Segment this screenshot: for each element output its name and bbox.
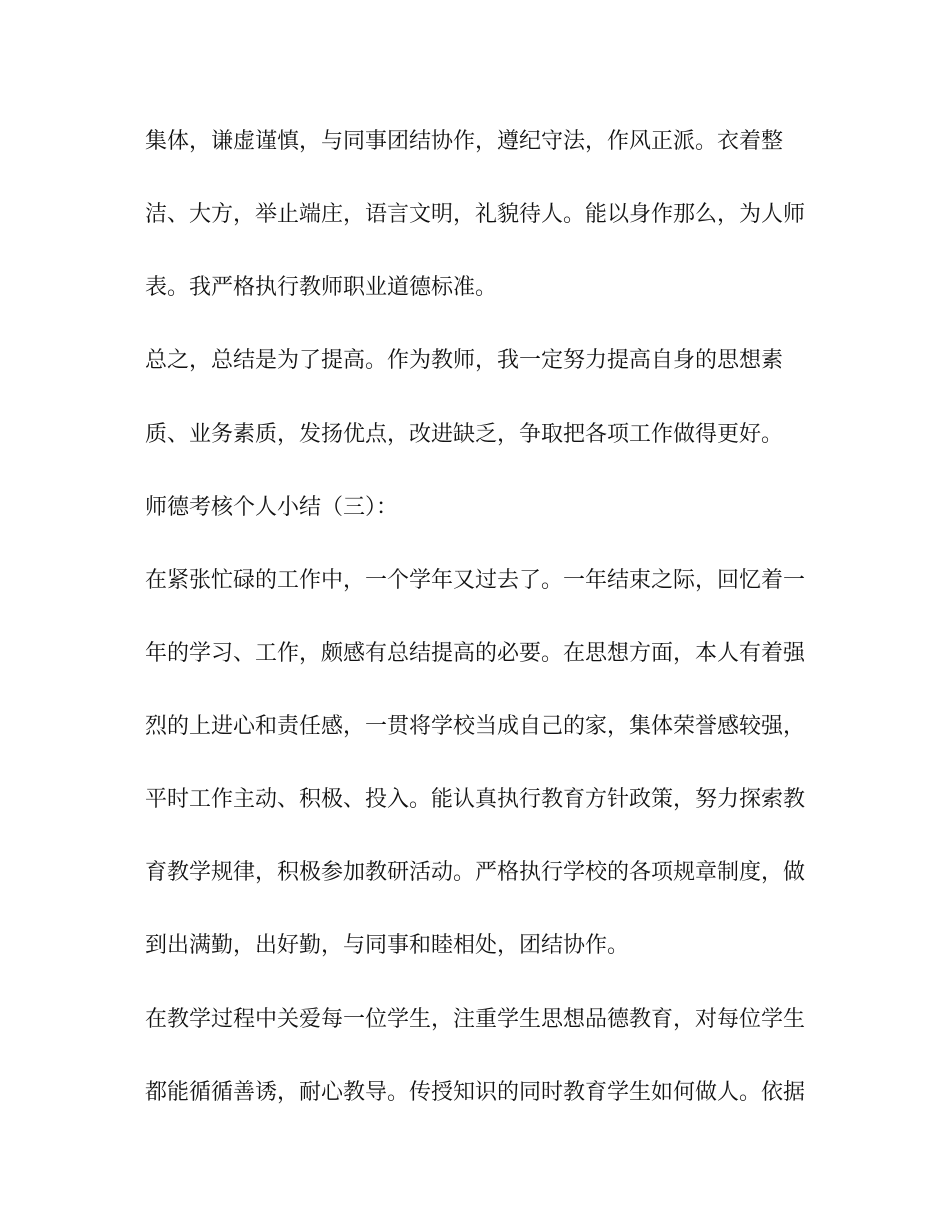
text-line: 都能循循善诱，耐心教导。传授知识的同时教育学生如何做人。依据 bbox=[145, 1080, 806, 1105]
text-line: 烈的上进心和责任感，一贯将学校当成自己的家，集体荣誉感较强， bbox=[145, 714, 806, 739]
text-line: 质、业务素质，发扬优点，改进缺乏，争取把各项工作做得更好。 bbox=[145, 422, 784, 447]
text-line: 在教学过程中关爱每一位学生，注重学生思想品德教育，对每位学生 bbox=[145, 1007, 806, 1032]
text-line: 表。我严格执行教师职业道德标准。 bbox=[145, 275, 498, 300]
text-line: 年的学习、工作，颇感有总结提高的必要。在思想方面，本人有着强 bbox=[145, 641, 806, 666]
section-heading: 师德考核个人小结（三）： bbox=[145, 495, 399, 520]
text-line: 育教学规律，积极参加教研活动。严格执行学校的各项规章制度，做 bbox=[145, 860, 806, 885]
text-line: 到出满勤，出好勤，与同事和睦相处，团结协作。 bbox=[145, 933, 630, 958]
text-line: 在紧张忙碌的工作中，一个学年又过去了。一年结束之际，回忆着一 bbox=[145, 568, 806, 593]
text-line: 洁、大方，举止端庄，语言文明，礼貌待人。能以身作那么，为人师 bbox=[145, 202, 806, 227]
text-line: 集体，谦虚谨慎，与同事团结协作，遵纪守法，作风正派。衣着整 bbox=[145, 129, 784, 154]
text-line: 总之，总结是为了提高。作为教师，我一定努力提高自身的思想素 bbox=[145, 348, 784, 373]
text-line: 平时工作主动、积极、投入。能认真执行教育方针政策，努力探索教 bbox=[145, 787, 806, 812]
